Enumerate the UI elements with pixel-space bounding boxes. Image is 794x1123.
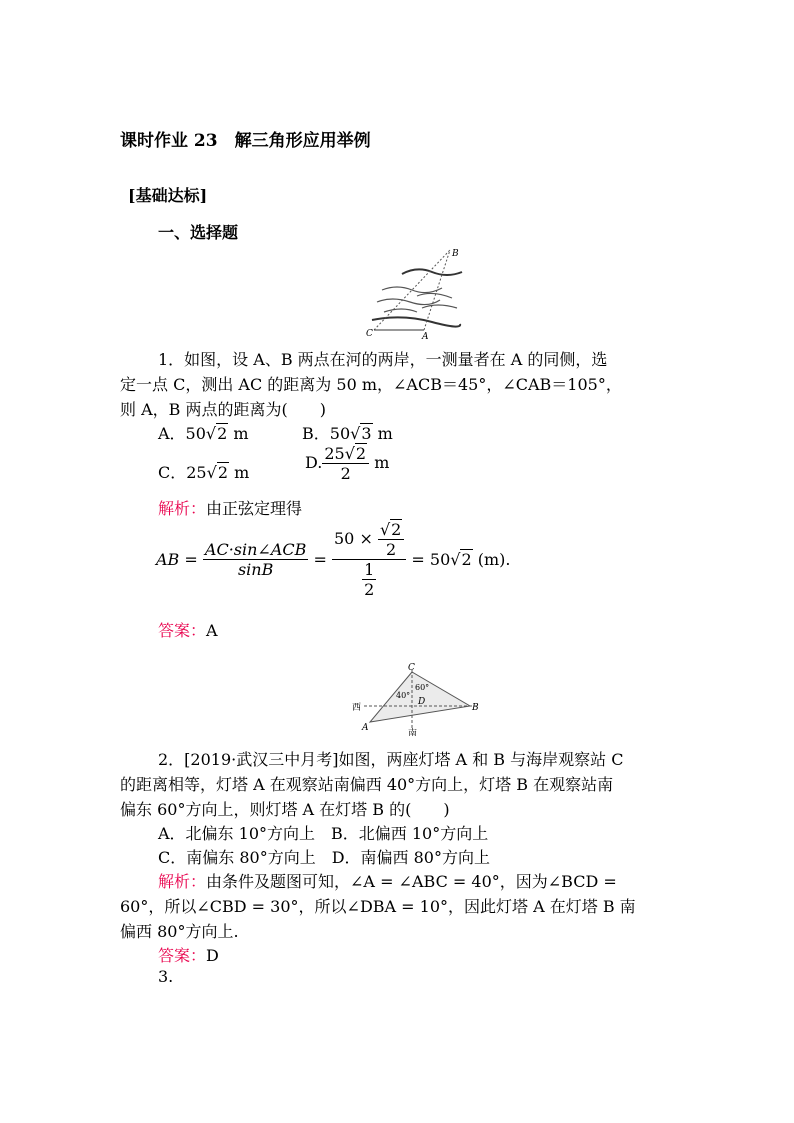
q2-analysis-line1 xyxy=(158,869,617,892)
subsection-heading: 一、选择题 xyxy=(158,223,239,242)
q1-option-d-num: 25 xyxy=(324,444,345,463)
fig2-label-west: 西 xyxy=(352,703,362,713)
q2-stem-line2: 的距离相等，灯塔 A 在观察站南偏西 40°方向上，灯塔 B 在观察站南 xyxy=(120,775,614,794)
q1-answer-label: 答案： xyxy=(158,621,207,640)
q1-option-a: A．50√2 m xyxy=(158,424,249,443)
q1-stem-line2: 定一点 C，测出 AC 的距离为 50 m，∠ACB＝45°，∠CAB＝105°， xyxy=(120,375,622,394)
q1-stem-line3: 则 A，B 两点的距离为( ) xyxy=(120,400,326,419)
q2-answer-value: D xyxy=(206,946,219,965)
formula-50: 50 xyxy=(333,529,355,548)
q1-analysis xyxy=(158,496,302,519)
q2-stem-line3: 偏东 60°方向上，则灯塔 A 在灯塔 B 的( ) xyxy=(120,800,450,819)
q1-option-b: B．50√3 m xyxy=(302,424,393,443)
q1-option-b-text: B．50 xyxy=(302,424,351,443)
q1-option-c-unit: m xyxy=(234,463,250,482)
q2-analysis-line3: 偏西 80°方向上. xyxy=(120,922,239,941)
q1-option-b-unit: m xyxy=(377,424,393,443)
q1-stem-line1: 1．如图，设 A、B 两点在河的两岸，一测量者在 A 的同侧，选 xyxy=(158,350,608,369)
q1-option-c-text: C．25 xyxy=(158,463,207,482)
q1-formula: AB = $\frac{\text{AC·sin∠ACB}}{\sin B}$ = 50 × $\frac{√2}{2}$ $\frac{1}{2}$ = 50√2 (m). xyxy=(156,520,511,599)
q2-analysis-text1: 由条件及题图可知，∠A = ∠ABC = 40°，因为∠BCD = xyxy=(206,872,617,891)
q1-option-d-den: 2 xyxy=(340,464,351,483)
q1-option-d-radicand: 2 xyxy=(355,444,367,463)
formula-denominator: sinB xyxy=(237,560,274,579)
fig1-label-c: C xyxy=(366,329,373,339)
formula-half-den: 2 xyxy=(364,580,375,599)
q2-options-cd: C．南偏东 80°方向上 D．南偏西 80°方向上 xyxy=(158,848,490,867)
fig2-label-south: 南 xyxy=(408,729,418,736)
fig2-label-c: C xyxy=(408,663,415,673)
fig2-label-b: B xyxy=(472,703,479,713)
section-heading: [基础达标] xyxy=(128,186,208,205)
formula-result: = 50 xyxy=(411,550,451,569)
fig2-label-60: 60° xyxy=(415,683,430,692)
q1-option-c-radicand: 2 xyxy=(217,463,228,482)
fig1-label-b: B xyxy=(452,249,459,259)
formula-2: 2 xyxy=(386,540,397,559)
q2-analysis-line2: 60°，所以∠CBD = 30°，所以∠DBA = 10°，因此灯塔 A 在灯塔 B 南 xyxy=(120,897,636,916)
formula-result-radicand: 2 xyxy=(461,550,472,569)
q1-option-b-radicand: 3 xyxy=(361,424,372,443)
q2-analysis-label: 解析： xyxy=(158,872,207,891)
formula-equals: = xyxy=(313,550,327,569)
formula-numerator: AC·sin∠ACB xyxy=(204,540,307,559)
fig2-label-a: A xyxy=(362,723,369,733)
q1-option-d-unit: m xyxy=(374,453,390,472)
fig2-label-40: 40° xyxy=(396,691,411,700)
formula-lhs: AB = xyxy=(156,550,198,569)
q1-option-d-text: D. xyxy=(305,453,323,472)
q2-options-ab: A．北偏东 10°方向上 B．北偏西 10°方向上 xyxy=(158,824,489,843)
q1-analysis-label: 解析： xyxy=(158,499,207,518)
formula-times: × xyxy=(359,529,373,548)
q3-label: 3. xyxy=(158,967,174,986)
q1-answer-value: A xyxy=(206,621,218,640)
river-figure xyxy=(362,244,472,340)
formula-unit: (m). xyxy=(477,550,511,569)
q2-answer-label: 答案： xyxy=(158,946,207,965)
lighthouse-figure xyxy=(350,660,485,736)
fig1-label-a: A xyxy=(422,332,429,340)
q1-analysis-text: 由正弦定理得 xyxy=(206,499,303,518)
q2-stem-line1: 2．[2019·武汉三中月考]如图，两座灯塔 A 和 B 与海岸观察站 C xyxy=(158,750,624,769)
q1-option-d: D. $\frac{25√2}{2}$ m xyxy=(305,444,390,483)
q2-answer xyxy=(158,943,219,966)
q1-option-a-text: A．50 xyxy=(158,424,206,443)
page-title: 课时作业 23 解三角形应用举例 xyxy=(120,131,371,151)
q1-answer xyxy=(158,618,218,641)
fig2-label-d: D xyxy=(418,697,426,707)
q1-option-c: C．25√2 m xyxy=(158,463,250,482)
q1-option-a-radicand: 2 xyxy=(217,424,228,443)
formula-half-num: 1 xyxy=(364,560,375,579)
q1-option-a-unit: m xyxy=(233,424,249,443)
formula-sqrt2: 2 xyxy=(391,520,402,539)
